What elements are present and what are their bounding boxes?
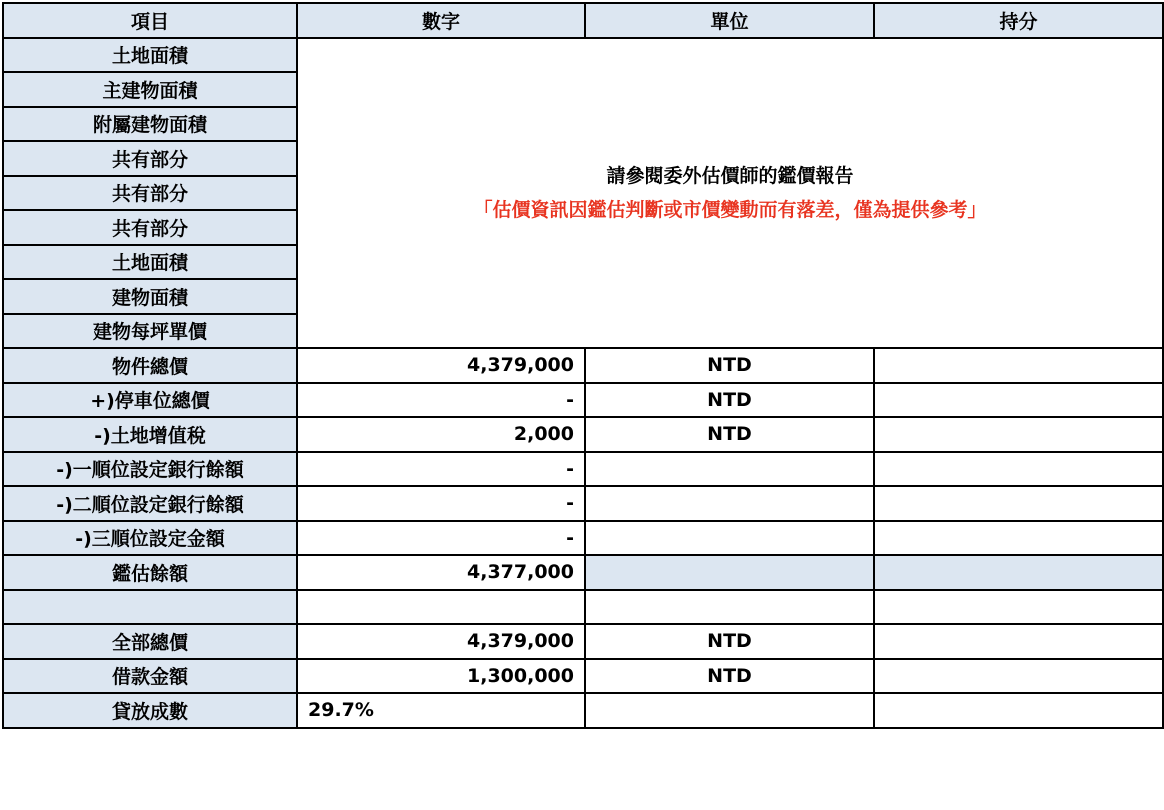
row-share [874,452,1163,487]
row-share [874,590,1163,625]
area-label: 建物面積 [3,279,297,314]
header-share: 持分 [874,3,1163,38]
row-unit [585,555,874,590]
appraisal-note [297,38,1163,349]
row-value: - [297,521,585,556]
header-item: 項目 [3,3,297,38]
row-unit [585,486,874,521]
table-row [3,590,1163,625]
row-value: 4,379,000 [297,624,585,659]
row-unit [585,521,874,556]
row-share [874,555,1163,590]
row-value: 4,377,000 [297,555,585,590]
area-label: 共有部分 [3,210,297,245]
table-row [3,383,1163,418]
row-unit [585,693,874,728]
row-unit: NTD [585,417,874,452]
area-label: 附屬建物面積 [3,107,297,142]
table-row [3,521,1163,556]
row-unit [585,590,874,625]
area-label: 土地面積 [3,38,297,73]
row-label: 借款金額 [3,659,297,694]
row-share [874,348,1163,383]
area-label: 共有部分 [3,141,297,176]
table-row [3,624,1163,659]
table-row [3,38,1163,73]
row-label: 貸放成數 [3,693,297,728]
row-label [3,590,297,625]
table-row [3,417,1163,452]
row-unit: NTD [585,659,874,694]
appraisal-warning: 「估價資訊因鑑估判斷或市價變動而有落差，僅為提供參考」 [473,198,987,221]
row-share [874,693,1163,728]
row-value: 4,379,000 [297,348,585,383]
table-row [3,555,1163,590]
row-label: 鑑估餘額 [3,555,297,590]
valuation-table [2,2,1164,729]
table-row [3,452,1163,487]
table-row [3,486,1163,521]
row-share [874,624,1163,659]
area-label: 共有部分 [3,176,297,211]
row-label: 物件總價 [3,348,297,383]
row-share [874,383,1163,418]
row-value: - [297,383,585,418]
row-label: +)停車位總價 [3,383,297,418]
row-label: -)三順位設定金額 [3,521,297,556]
row-unit: NTD [585,624,874,659]
header-number: 數字 [297,3,585,38]
header-unit: 單位 [585,3,874,38]
header-row [3,3,1163,38]
area-label: 土地面積 [3,245,297,280]
table-row [3,693,1163,728]
row-value: - [297,452,585,487]
area-label: 主建物面積 [3,72,297,107]
row-share [874,417,1163,452]
row-value: - [297,486,585,521]
row-label: -)一順位設定銀行餘額 [3,452,297,487]
row-share [874,521,1163,556]
row-value: 2,000 [297,417,585,452]
row-unit: NTD [585,348,874,383]
table-row [3,348,1163,383]
area-label: 建物每坪單價 [3,314,297,349]
appraisal-note-line1: 請參閱委外估價師的鑑價報告 [606,164,854,187]
row-value: 1,300,000 [297,659,585,694]
row-share [874,486,1163,521]
row-label: -)二順位設定銀行餘額 [3,486,297,521]
table-row [3,659,1163,694]
row-unit [585,452,874,487]
row-unit: NTD [585,383,874,418]
row-label: -)土地增值稅 [3,417,297,452]
loan-ratio-value: 29.7% [297,693,585,728]
row-share [874,659,1163,694]
row-value [297,590,585,625]
row-label: 全部總價 [3,624,297,659]
